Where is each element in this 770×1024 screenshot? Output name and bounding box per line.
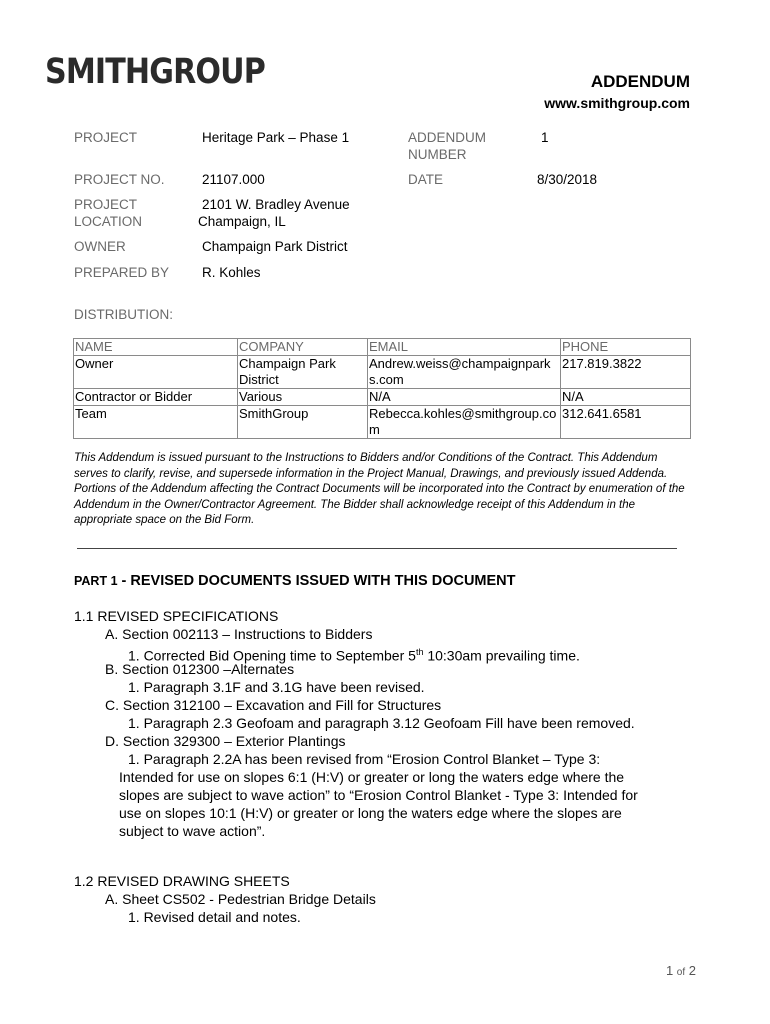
table-header-row (74, 339, 691, 356)
item-d-1-line5: subject to wave action”. (119, 823, 266, 839)
item-d-1-line2: Intended for use on slopes 6:1 (H:V) or greater or long the waters edge where the (119, 769, 625, 785)
item-d-1-line3: slopes are subject to wave action” to “Erosion Control Blanket - Type 3: Intended for (119, 787, 638, 803)
part1-heading-number: PART 1 (74, 574, 118, 588)
cell-company: SmithGroup (238, 406, 368, 439)
company-logo: SMITHGROUP (45, 52, 265, 92)
item-a: A. Section 002113 – Instructions to Bidders (105, 626, 373, 642)
item-a-1-text: 1. Corrected Bid Opening time to September 5 (128, 647, 416, 664)
cell-name: Owner (74, 356, 238, 389)
project-no-label: PROJECT NO. (74, 172, 165, 187)
item-d-1-line4: use on slopes 10:1 (H:V) or greater or long the waters edge where the slopes are (119, 805, 622, 821)
page-number (666, 963, 696, 978)
column-header-email: EMAIL (368, 339, 561, 356)
prepared-by-value: R. Kohles (202, 265, 261, 280)
table-row (74, 389, 691, 406)
cell-company: Various (238, 389, 368, 406)
item-a-1-text-end: 10:30am prevailing time. (423, 647, 580, 664)
table-row (74, 356, 691, 389)
cell-email[interactable]: Andrew.weiss@champaignparks.com (368, 356, 561, 389)
cell-phone: N/A (561, 389, 691, 406)
location-label: PROJECT LOCATION (74, 197, 143, 229)
item-1-2-a-1: 1. Revised detail and notes. (128, 909, 301, 925)
project-value: Heritage Park – Phase 1 (202, 130, 350, 145)
item-b: B. Section 012300 –Alternates (105, 661, 295, 677)
section-1-2-heading: 1.2 REVISED DRAWING SHEETS (74, 873, 290, 889)
distribution-table (73, 338, 691, 439)
item-1-2-a: A. Sheet CS502 - Pedestrian Bridge Details (105, 891, 376, 907)
project-no-value: 21107.000 (202, 172, 265, 187)
document-type: ADDENDUM (590, 72, 690, 91)
column-header-name: NAME (74, 339, 238, 356)
part1-heading-text: - REVISED DOCUMENTS ISSUED WITH THIS DOCUMENT (117, 573, 516, 589)
addendum-number-label: ADDENDUM NUMBER (408, 130, 487, 162)
page-current: 1 (665, 963, 674, 978)
addendum-number-value: 1 (541, 130, 549, 145)
cell-email: N/A (368, 389, 561, 406)
item-d-1-line1: 1. Paragraph 2.2A has been revised from “Erosion Control Blanket – Type 3: (128, 751, 601, 767)
page-of: of (676, 967, 686, 978)
project-label: PROJECT (74, 130, 138, 145)
item-d: D. Section 329300 – Exterior Plantings (105, 733, 346, 749)
cell-name: Team (74, 406, 238, 439)
item-c-1: 1. Paragraph 2.3 Geofoam and paragraph 3.12 Geofoam Fill have been removed. (128, 715, 635, 731)
cell-email[interactable]: Rebecca.kohles@smithgroup.com (368, 406, 561, 439)
website-link[interactable]: www.smithgroup.com (544, 95, 690, 111)
prepared-by-label: PREPARED BY (74, 265, 170, 280)
page-total: 2 (688, 963, 696, 978)
owner-value: Champaign Park District (202, 239, 348, 254)
section-1-1-heading: 1.1 REVISED SPECIFICATIONS (74, 608, 279, 624)
cell-name: Contractor or Bidder (74, 389, 238, 406)
table-row (74, 406, 691, 439)
column-header-phone: PHONE (561, 339, 691, 356)
column-header-company: COMPANY (238, 339, 368, 356)
location-line2: Champaign, IL (198, 214, 286, 229)
distribution-label: DISTRIBUTION: (74, 307, 174, 322)
part1-heading (74, 573, 516, 589)
cell-phone: 217.819.3822 (561, 356, 691, 389)
intro-paragraph: This Addendum is issued pursuant to the Instructions to Bidders and/or Conditions of the Contract. This Addendum serves to clarify, revise, and supersede information in the Project Manual, Drawings, and previously issued Addenda. Portions of the Addendum affecting the Contract Documents will be incorporated into the Contract by enumeration of the Addendum in the Owner/Contractor Agreement. The Bidder shall acknowledge receipt of this Addendum in the appropriate space on the Bid Form. (74, 452, 685, 526)
date-value: 8/30/2018 (537, 172, 598, 187)
item-a-1-superscript: th (415, 647, 424, 657)
cell-company: Champaign Park District (238, 356, 368, 389)
location-line1: 2101 W. Bradley Avenue (202, 197, 350, 212)
cell-phone: 312.641.6581 (561, 406, 691, 439)
item-c: C. Section 312100 – Excavation and Fill for Structures (105, 697, 442, 713)
date-label: DATE (408, 172, 444, 187)
item-b-1: 1. Paragraph 3.1F and 3.1G have been revised. (128, 679, 425, 695)
owner-label: OWNER (74, 239, 126, 254)
divider-line (77, 548, 677, 549)
